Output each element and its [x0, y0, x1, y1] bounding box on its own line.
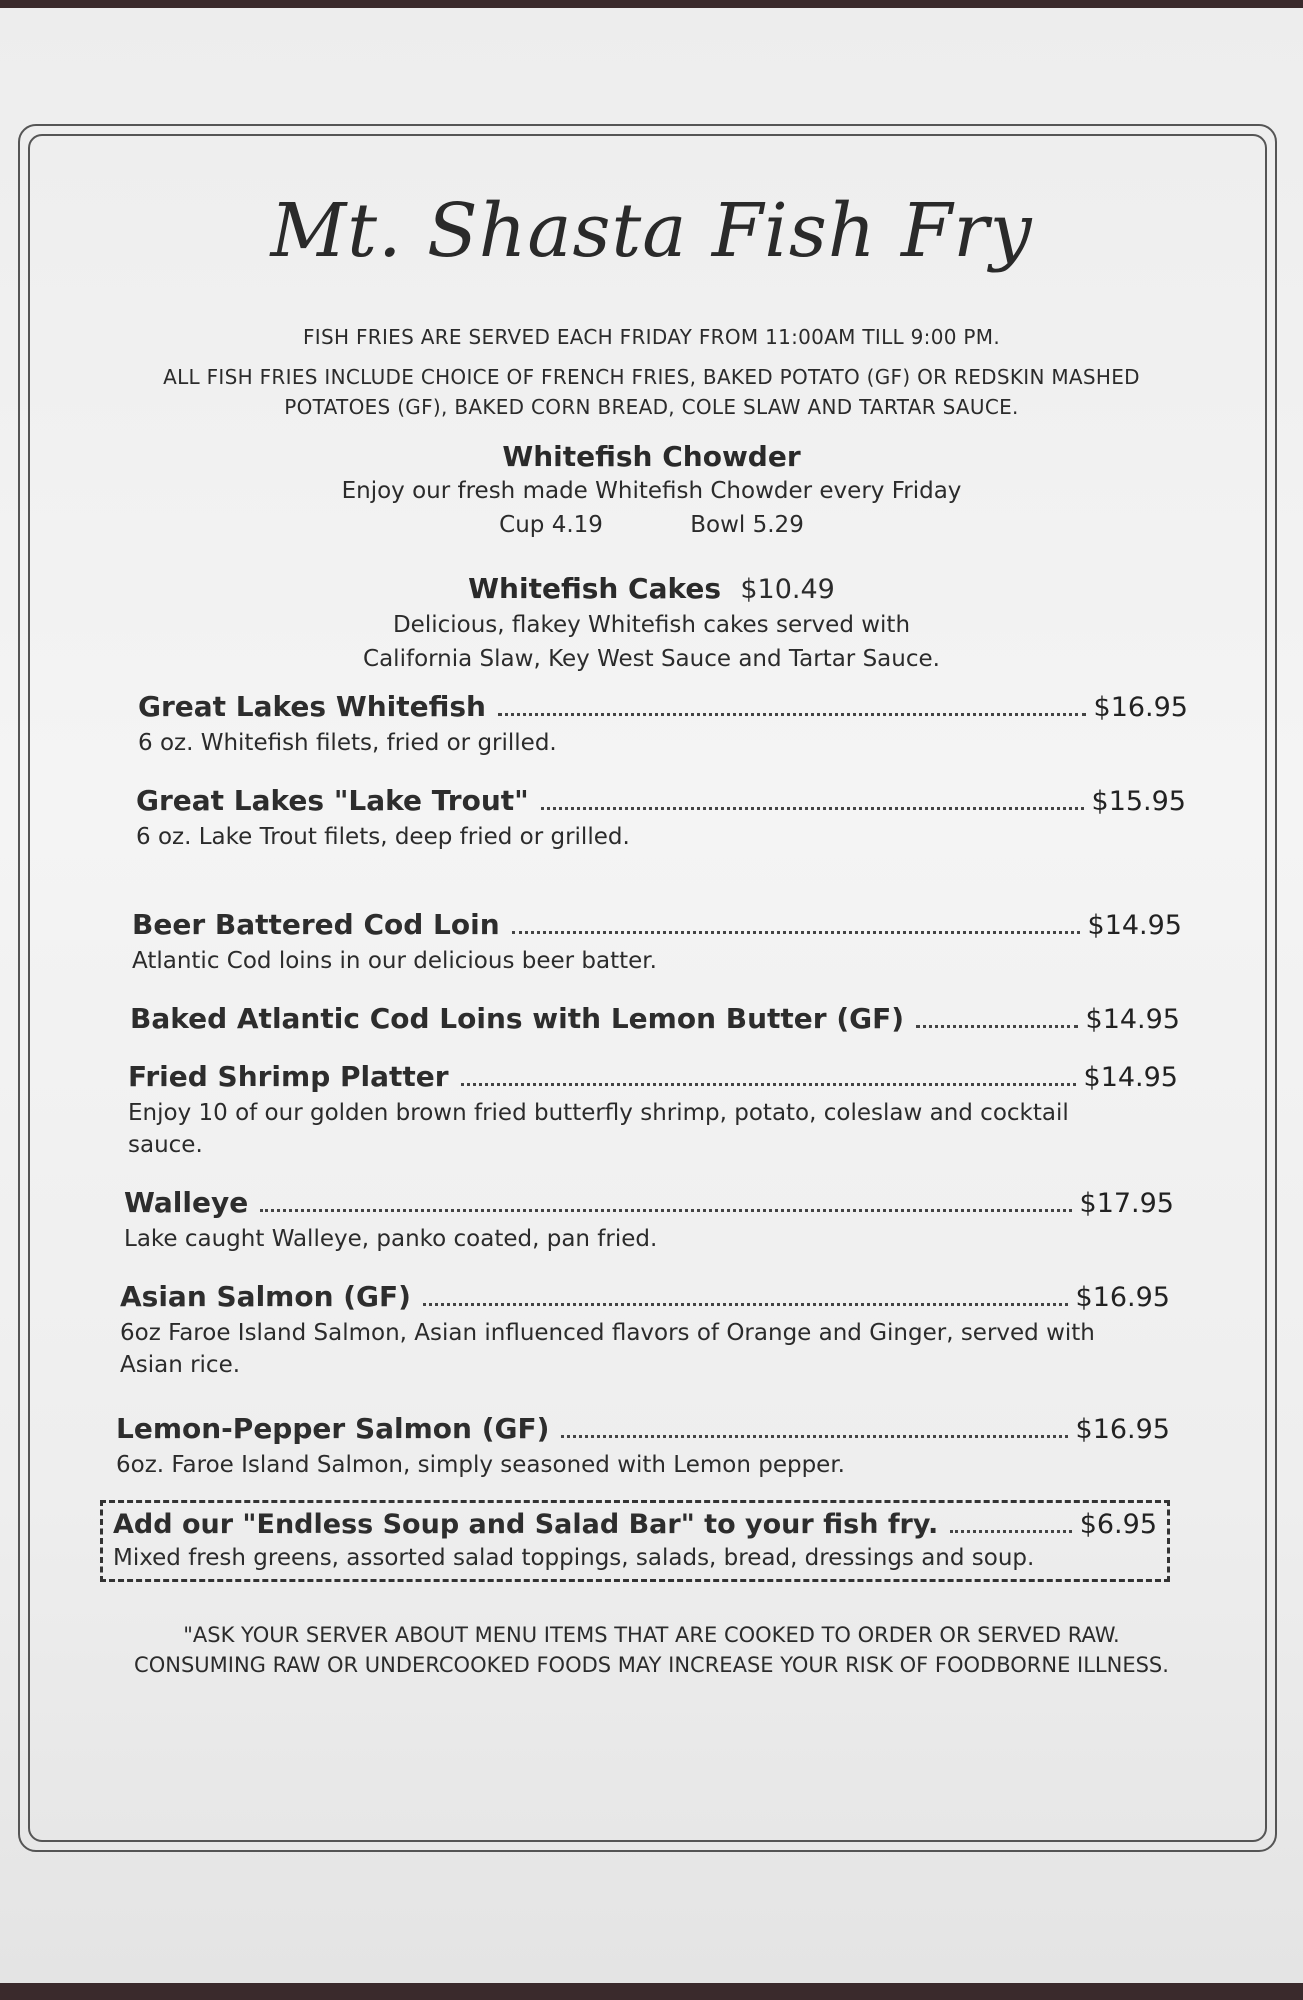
- item-price: $16.95: [1093, 692, 1188, 723]
- menu-item: [132, 908, 1182, 977]
- item-desc: 6oz. Faroe Island Salmon, simply seasoned with Lemon pepper.: [116, 1452, 845, 1478]
- menu-item: [116, 1412, 1170, 1481]
- menu-item: [138, 690, 1188, 759]
- leader-dots: [916, 1024, 1077, 1028]
- item-desc: Enjoy 10 of our golden brown fried butterfly shrimp, potato, coleslaw and cocktail sauce.: [128, 1100, 1069, 1158]
- leader-dots: [461, 1082, 1076, 1086]
- notice-line2: CONSUMING RAW OR UNDERCOOKED FOODS MAY INCREASE YOUR RISK OF FOODBORNE ILLNESS.: [134, 1653, 1169, 1677]
- leader-dots: [541, 806, 1084, 810]
- leader-dots: [423, 1302, 1068, 1306]
- menu-item: [124, 1186, 1174, 1255]
- item-name: Fried Shrimp Platter: [128, 1060, 449, 1093]
- item-price: $17.95: [1079, 1188, 1174, 1219]
- menu-title: Mt. Shasta Fish Fry: [270, 188, 1033, 274]
- cakes-name: Whitefish Cakes: [468, 572, 722, 605]
- leader-dots: [512, 930, 1080, 934]
- item-name: Great Lakes Whitefish: [138, 690, 486, 723]
- includes-text: ALL FISH FRIES INCLUDE CHOICE OF FRENCH FRIES, BAKED POTATO (GF) OR REDSKIN MASHED POTATOES (GF), BAKED CORN BREAD, COLE SLAW AND TARTAR SAUCE.: [163, 365, 1140, 419]
- item-price: $14.95: [1083, 1062, 1178, 1093]
- leader-dots: [498, 712, 1086, 716]
- item-desc: 6 oz. Lake Trout filets, deep fried or grilled.: [136, 824, 630, 850]
- chowder-bowl-price: Bowl 5.29: [690, 512, 804, 538]
- leader-dots: [561, 1434, 1067, 1438]
- menu-item: [120, 1280, 1170, 1381]
- item-name: Great Lakes "Lake Trout": [136, 784, 529, 817]
- chowder-section: [150, 440, 1153, 542]
- addon-desc: Mixed fresh greens, assorted salad toppings, salads, bread, dressings and soup.: [113, 1545, 1035, 1571]
- schedule-text: FISH FRIES ARE SERVED EACH FRIDAY FROM 11:00AM TILL 9:00 PM.: [302, 325, 1001, 349]
- item-name: Lemon-Pepper Salmon (GF): [116, 1412, 550, 1445]
- notice-line1: "ASK YOUR SERVER ABOUT MENU ITEMS THAT ARE COOKED TO ORDER OR SERVED RAW.: [183, 1623, 1120, 1647]
- menu-item: [136, 784, 1186, 853]
- item-name: Walleye: [124, 1186, 249, 1219]
- item-name: Asian Salmon (GF): [120, 1280, 411, 1313]
- chowder-cup-price: Cup 4.19: [499, 512, 603, 538]
- leader-dots: [260, 1208, 1071, 1212]
- item-price: $16.95: [1075, 1282, 1170, 1313]
- cakes-desc-line1: Delicious, flakey Whitefish cakes served with: [392, 612, 911, 638]
- item-desc: 6 oz. Whitefish filets, fried or grilled.: [138, 730, 557, 756]
- cakes-price: $10.49: [740, 574, 835, 605]
- chowder-prices: [150, 508, 1153, 542]
- cakes-desc-line2: California Slaw, Key West Sauce and Tartar Sauce.: [363, 646, 940, 672]
- item-name: Baked Atlantic Cod Loins with Lemon Butter (GF): [130, 1002, 905, 1035]
- item-price: $14.95: [1087, 910, 1182, 941]
- cakes-section: [150, 572, 1153, 676]
- chowder-desc: Enjoy our fresh made Whitefish Chowder every Friday: [341, 478, 962, 504]
- item-price: $14.95: [1085, 1004, 1180, 1035]
- item-desc: Atlantic Cod loins in our delicious beer batter.: [132, 948, 657, 974]
- leader-dots: [950, 1529, 1071, 1533]
- item-desc: 6oz Faroe Island Salmon, Asian influenced flavors of Orange and Ginger, served with Asian rice.: [120, 1320, 1095, 1378]
- item-desc: Lake caught Walleye, panko coated, pan fried.: [124, 1226, 658, 1252]
- food-safety-notice: [80, 1620, 1223, 1680]
- item-price: $15.95: [1091, 786, 1186, 817]
- item-price: $16.95: [1075, 1414, 1170, 1445]
- addon-name: Add our "Endless Soup and Salad Bar" to your fish fry.: [113, 1509, 939, 1540]
- item-name: Beer Battered Cod Loin: [132, 908, 500, 941]
- chowder-name: Whitefish Chowder: [502, 440, 801, 473]
- addon-price: $6.95: [1079, 1509, 1157, 1540]
- salad-bar-addon-box: [100, 1500, 1170, 1582]
- menu-item: [128, 1060, 1178, 1161]
- menu-item: [130, 1002, 1180, 1035]
